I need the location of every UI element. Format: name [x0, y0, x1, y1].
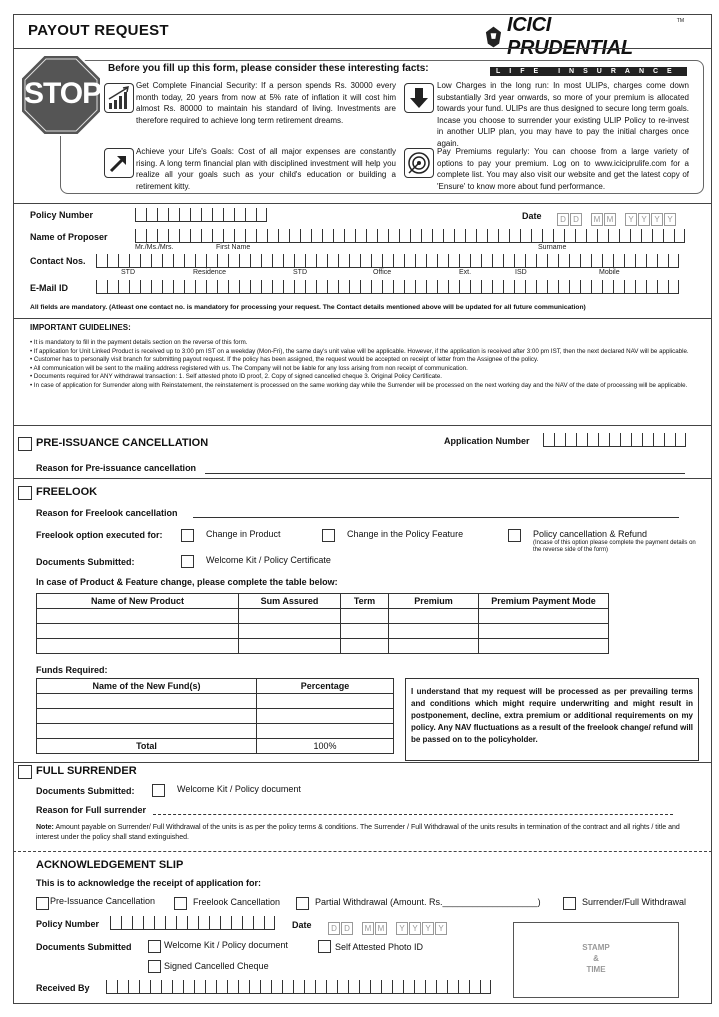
- stop-sign-label: STOP: [24, 77, 102, 110]
- ack-cheque-option: Signed Cancelled Cheque: [164, 961, 269, 971]
- mobile-caption: Mobile: [599, 269, 620, 276]
- cut-line: [13, 851, 712, 852]
- fact-life-goals: Achieve your Life's Goals: Cost of all major expenses are constantly rising. A long term financial plan with disciplined investment will help you realize all your goals such as your child's education or building a retirement kitty.: [136, 147, 396, 191]
- ack-photo-id-option: Self Attested Photo ID: [335, 942, 424, 952]
- date-cell[interactable]: D: [570, 213, 582, 226]
- application-number-input[interactable]: [543, 433, 686, 447]
- freelook-declaration: I understand that my request will be processed as per prevailing terms and conditions which might require underwriting and might result in postponement, decline, extra premium or additional requirements on my policy. Any NAV fluctuations as a result of the freelook change/ refund will be passed on to the policyholder.: [411, 687, 693, 744]
- date-input[interactable]: [557, 209, 677, 227]
- ack-date-label: Date: [292, 920, 312, 930]
- total-value: 100%: [257, 739, 394, 754]
- freelook-option-label: Freelook option executed for:: [36, 530, 163, 540]
- date-cell[interactable]: Y: [638, 213, 650, 226]
- surrender-note: [36, 823, 696, 843]
- ack-surrender-checkbox[interactable]: [563, 897, 576, 910]
- table-row[interactable]: [37, 624, 609, 639]
- stamp-label: &: [593, 954, 599, 963]
- ack-welcome-kit-option: Welcome Kit / Policy document: [164, 940, 288, 950]
- column-header: Sum Assured: [239, 594, 341, 609]
- divider: [13, 762, 712, 763]
- funds-required-label: Funds Required:: [36, 665, 108, 675]
- table-total-row: [37, 739, 394, 754]
- ack-policy-number-input[interactable]: [110, 916, 275, 930]
- divider: [13, 318, 712, 319]
- ext-caption: Ext.: [459, 269, 472, 276]
- date-cell[interactable]: M: [591, 213, 603, 226]
- form-title: PAYOUT REQUEST: [28, 22, 169, 39]
- guideline-item: • Documents required for ANY withdrawal transaction: 1. Self attested photo ID proof, 2. Copy of signed cancelled cheque 3. Original Policy Certificate.: [30, 373, 443, 381]
- stamp-label: TIME: [586, 965, 606, 974]
- office-caption: Office: [373, 269, 392, 276]
- date-cell[interactable]: Y: [422, 922, 434, 935]
- welcome-kit-checkbox[interactable]: [181, 555, 194, 568]
- date-cell[interactable]: D: [341, 922, 353, 935]
- lion-emblem-icon: [484, 24, 503, 50]
- arrow-up-right-icon: [104, 148, 134, 178]
- change-feature-option: Change in the Policy Feature: [347, 529, 464, 539]
- date-cell[interactable]: Y: [409, 922, 421, 935]
- surname-caption: Surname: [538, 244, 567, 251]
- growth-chart-icon: [104, 83, 134, 113]
- divider: [13, 203, 712, 204]
- table-row[interactable]: [37, 709, 394, 724]
- fact-pay-premiums: Pay Premiums regularly: You can choose from a large variety of options to pay your premium. Log on to www.iciciprulife.com for a complete list. You may also visit our website and get the latest copy of 'Ensure' to know more about fund performance.: [437, 147, 689, 191]
- product-table-intro: In case of Product & Feature change, please complete the table below:: [36, 577, 338, 587]
- ack-welcome-kit-checkbox[interactable]: [148, 940, 161, 953]
- std-caption: STD: [293, 269, 307, 276]
- divider: [13, 425, 712, 426]
- date-cell[interactable]: Y: [435, 922, 447, 935]
- guideline-item: • It is mandatory to fill in the payment details section on the reverse of this form.: [30, 339, 248, 346]
- date-label: Date: [522, 211, 542, 221]
- first-name-caption: First Name: [216, 244, 251, 251]
- surrender-reason-label: Reason for Full surrender: [36, 805, 147, 815]
- ack-partial-withdrawal-checkbox[interactable]: [296, 897, 309, 910]
- surrender-welcome-kit-option: Welcome Kit / Policy document: [177, 784, 301, 794]
- table-row[interactable]: [37, 724, 394, 739]
- freelook-checkbox[interactable]: [18, 486, 32, 500]
- guidelines-title: IMPORTANT GUIDELINES:: [30, 323, 131, 332]
- ack-surrender-option: Surrender/Full Withdrawal: [582, 897, 687, 907]
- date-cell[interactable]: D: [557, 213, 569, 226]
- column-header: Percentage: [257, 679, 394, 694]
- full-surrender-title: FULL SURRENDER: [36, 765, 137, 777]
- date-cell[interactable]: Y: [625, 213, 637, 226]
- column-header: Name of New Product: [37, 594, 239, 609]
- refund-note: (Incase of this option please complete the payment details on the reverse side of the form): [533, 540, 696, 553]
- ack-freelook-checkbox[interactable]: [174, 897, 187, 910]
- ack-pre-issuance-option: Pre-Issuance Cancellation: [50, 896, 156, 906]
- fact-financial-security: Get Complete Financial Security: If a person spends Rs. 30000 every month today, 20 years from now at 5% rate of inflation it will cost him almost Rs. 80000 to maintain his standard of living. Investments are therefore required to achieve long term retirement dreams.: [136, 81, 396, 125]
- date-cell[interactable]: M: [375, 922, 387, 935]
- contact-label: Contact Nos.: [30, 256, 86, 266]
- ack-partial-withdrawal-option: Partial Withdrawal (Amount. Rs.___________________): [315, 897, 541, 907]
- ack-freelook-option: Freelook Cancellation: [193, 897, 281, 907]
- freelook-reason-label: Reason for Freelook cancellation: [36, 508, 178, 518]
- email-label: E-Mail ID: [30, 283, 69, 293]
- freelook-title: FREELOOK: [36, 486, 98, 498]
- surrender-welcome-kit-checkbox[interactable]: [152, 784, 165, 797]
- email-input[interactable]: [96, 280, 679, 294]
- guideline-item: • In case of application for Surrender along with Reinstatement, the reinstatement is processed on the same working day while the Surrender will be processed on the next working day and the NAV of the date of processing will be applicable.: [30, 381, 688, 389]
- cancellation-refund-checkbox[interactable]: [508, 529, 521, 542]
- std-caption: STD: [121, 269, 135, 276]
- table-header-row: [37, 594, 609, 609]
- guideline-item: • If application for Unit Linked Product is received up to 3:00 pm IST on a weekday (Mon-Fri), the same day's unit value will be applicable. However, if the application is received after 3:00 pm IST, then the next declared NAV will be applicable.: [30, 347, 689, 355]
- ack-intro: This is to acknowledge the receipt of application for:: [36, 878, 262, 888]
- down-arrow-icon: [404, 83, 434, 113]
- column-header: Name of the New Fund(s): [37, 679, 257, 694]
- pre-issuance-title: PRE-ISSUANCE CANCELLATION: [36, 437, 209, 449]
- mandatory-note: All fields are mandatory. (Atleast one contact no. is mandatory for processing your request. The Contact details mentioned above will be updated for all future communication): [30, 304, 586, 311]
- received-by-label: Received By: [36, 983, 90, 993]
- change-product-checkbox[interactable]: [181, 529, 194, 542]
- received-by-input[interactable]: [106, 980, 491, 994]
- table-row[interactable]: [37, 694, 394, 709]
- date-cell[interactable]: D: [328, 922, 340, 935]
- date-cell[interactable]: Y: [651, 213, 663, 226]
- policy-number-label: Policy Number: [30, 210, 94, 220]
- residence-caption: Residence: [193, 269, 227, 276]
- brand-trademark: TM: [676, 18, 684, 24]
- target-icon: [404, 148, 434, 178]
- title-caption: Mr./Ms./Mrs.: [135, 244, 174, 251]
- freelook-reason-input[interactable]: [193, 517, 679, 518]
- welcome-kit-option: Welcome Kit / Policy Certificate: [206, 555, 331, 565]
- guidelines-list: [30, 339, 700, 391]
- surrender-documents-label: Documents Submitted:: [36, 786, 135, 796]
- column-header: Premium: [389, 594, 479, 609]
- change-feature-checkbox[interactable]: [322, 529, 335, 542]
- surrender-note-text: Amount payable on Surrender/ Full Withdrawal of the units is as per the policy terms & conditions. The Surrender / Full Withdrawal of the units results in termination of the contract and all rights / title and interest under the policy shall stand extinguished.: [36, 824, 680, 841]
- total-label: Total: [37, 739, 257, 754]
- surrender-reason-input[interactable]: [153, 814, 673, 815]
- divider: [13, 478, 712, 479]
- fact-low-charges: Low Charges in the long run: In most ULIPs, charges come down substantially 3rd year onwards, so more of your premium is allocated towards your fund. ULIPs are thus designed to secure long term goals. Incase you choose to surrender your existing ULIP Policy to re-invest in another ULIP plan, you may have to pay the initial charges once again.: [437, 81, 689, 148]
- table-header-row: [37, 679, 394, 694]
- divider: [13, 48, 712, 49]
- change-product-option: Change in Product: [206, 529, 281, 539]
- date-cell[interactable]: Y: [396, 922, 408, 935]
- stamp-box: [513, 922, 679, 998]
- brand-name: ICICI PRUDENTIAL: [506, 14, 633, 59]
- pre-issuance-checkbox[interactable]: [18, 437, 32, 451]
- ack-pre-issuance-checkbox[interactable]: [36, 897, 49, 910]
- table-row[interactable]: [37, 609, 609, 624]
- date-cell[interactable]: M: [362, 922, 374, 935]
- ack-title: ACKNOWLEDGEMENT SLIP: [36, 859, 184, 871]
- facts-title: Before you fill up this form, please consider these interesting facts:: [108, 63, 429, 74]
- guideline-item: • All communication will be sent to the mailing address registered with us. The Company will not be liable for any loss arising from non receipt of communication.: [30, 364, 468, 372]
- ack-documents-label: Documents Submitted: [36, 942, 132, 952]
- freelook-declaration-box: [405, 678, 699, 761]
- contact-numbers-input[interactable]: [96, 254, 679, 268]
- new-product-table: [36, 593, 609, 654]
- ack-date-input[interactable]: [328, 918, 448, 936]
- column-header: Premium Payment Mode: [479, 594, 609, 609]
- guideline-item: • Customer has to personally visit branch for submitting payout request. If the policy has been assigned, the request would be accepted on receipt of letter from the Assignee of the policy.: [30, 356, 539, 364]
- isd-caption: ISD: [515, 269, 527, 276]
- date-cell[interactable]: Y: [664, 213, 676, 226]
- pre-issuance-reason-label: Reason for Pre-issuance cancellation: [36, 463, 197, 473]
- note-label: Note:: [36, 824, 54, 831]
- brand-subtitle: LIFE INSURANCE: [490, 67, 687, 76]
- freelook-documents-label: Documents Submitted:: [36, 557, 135, 567]
- ack-photo-id-checkbox[interactable]: [318, 940, 331, 953]
- application-number-label: Application Number: [444, 436, 530, 446]
- ack-cheque-checkbox[interactable]: [148, 960, 161, 973]
- cancellation-refund-option: Policy cancellation & Refund: [533, 529, 648, 539]
- date-cell[interactable]: M: [604, 213, 616, 226]
- policy-number-input[interactable]: [135, 208, 267, 222]
- ack-policy-number-label: Policy Number: [36, 919, 100, 929]
- proposer-name-input[interactable]: [135, 229, 685, 243]
- stamp-label: STAMP: [582, 943, 610, 952]
- table-row[interactable]: [37, 639, 609, 654]
- full-surrender-checkbox[interactable]: [18, 765, 32, 779]
- funds-table: [36, 678, 394, 754]
- proposer-label: Name of Proposer: [30, 232, 108, 242]
- pre-issuance-reason-input[interactable]: [205, 473, 685, 474]
- column-header: Term: [341, 594, 389, 609]
